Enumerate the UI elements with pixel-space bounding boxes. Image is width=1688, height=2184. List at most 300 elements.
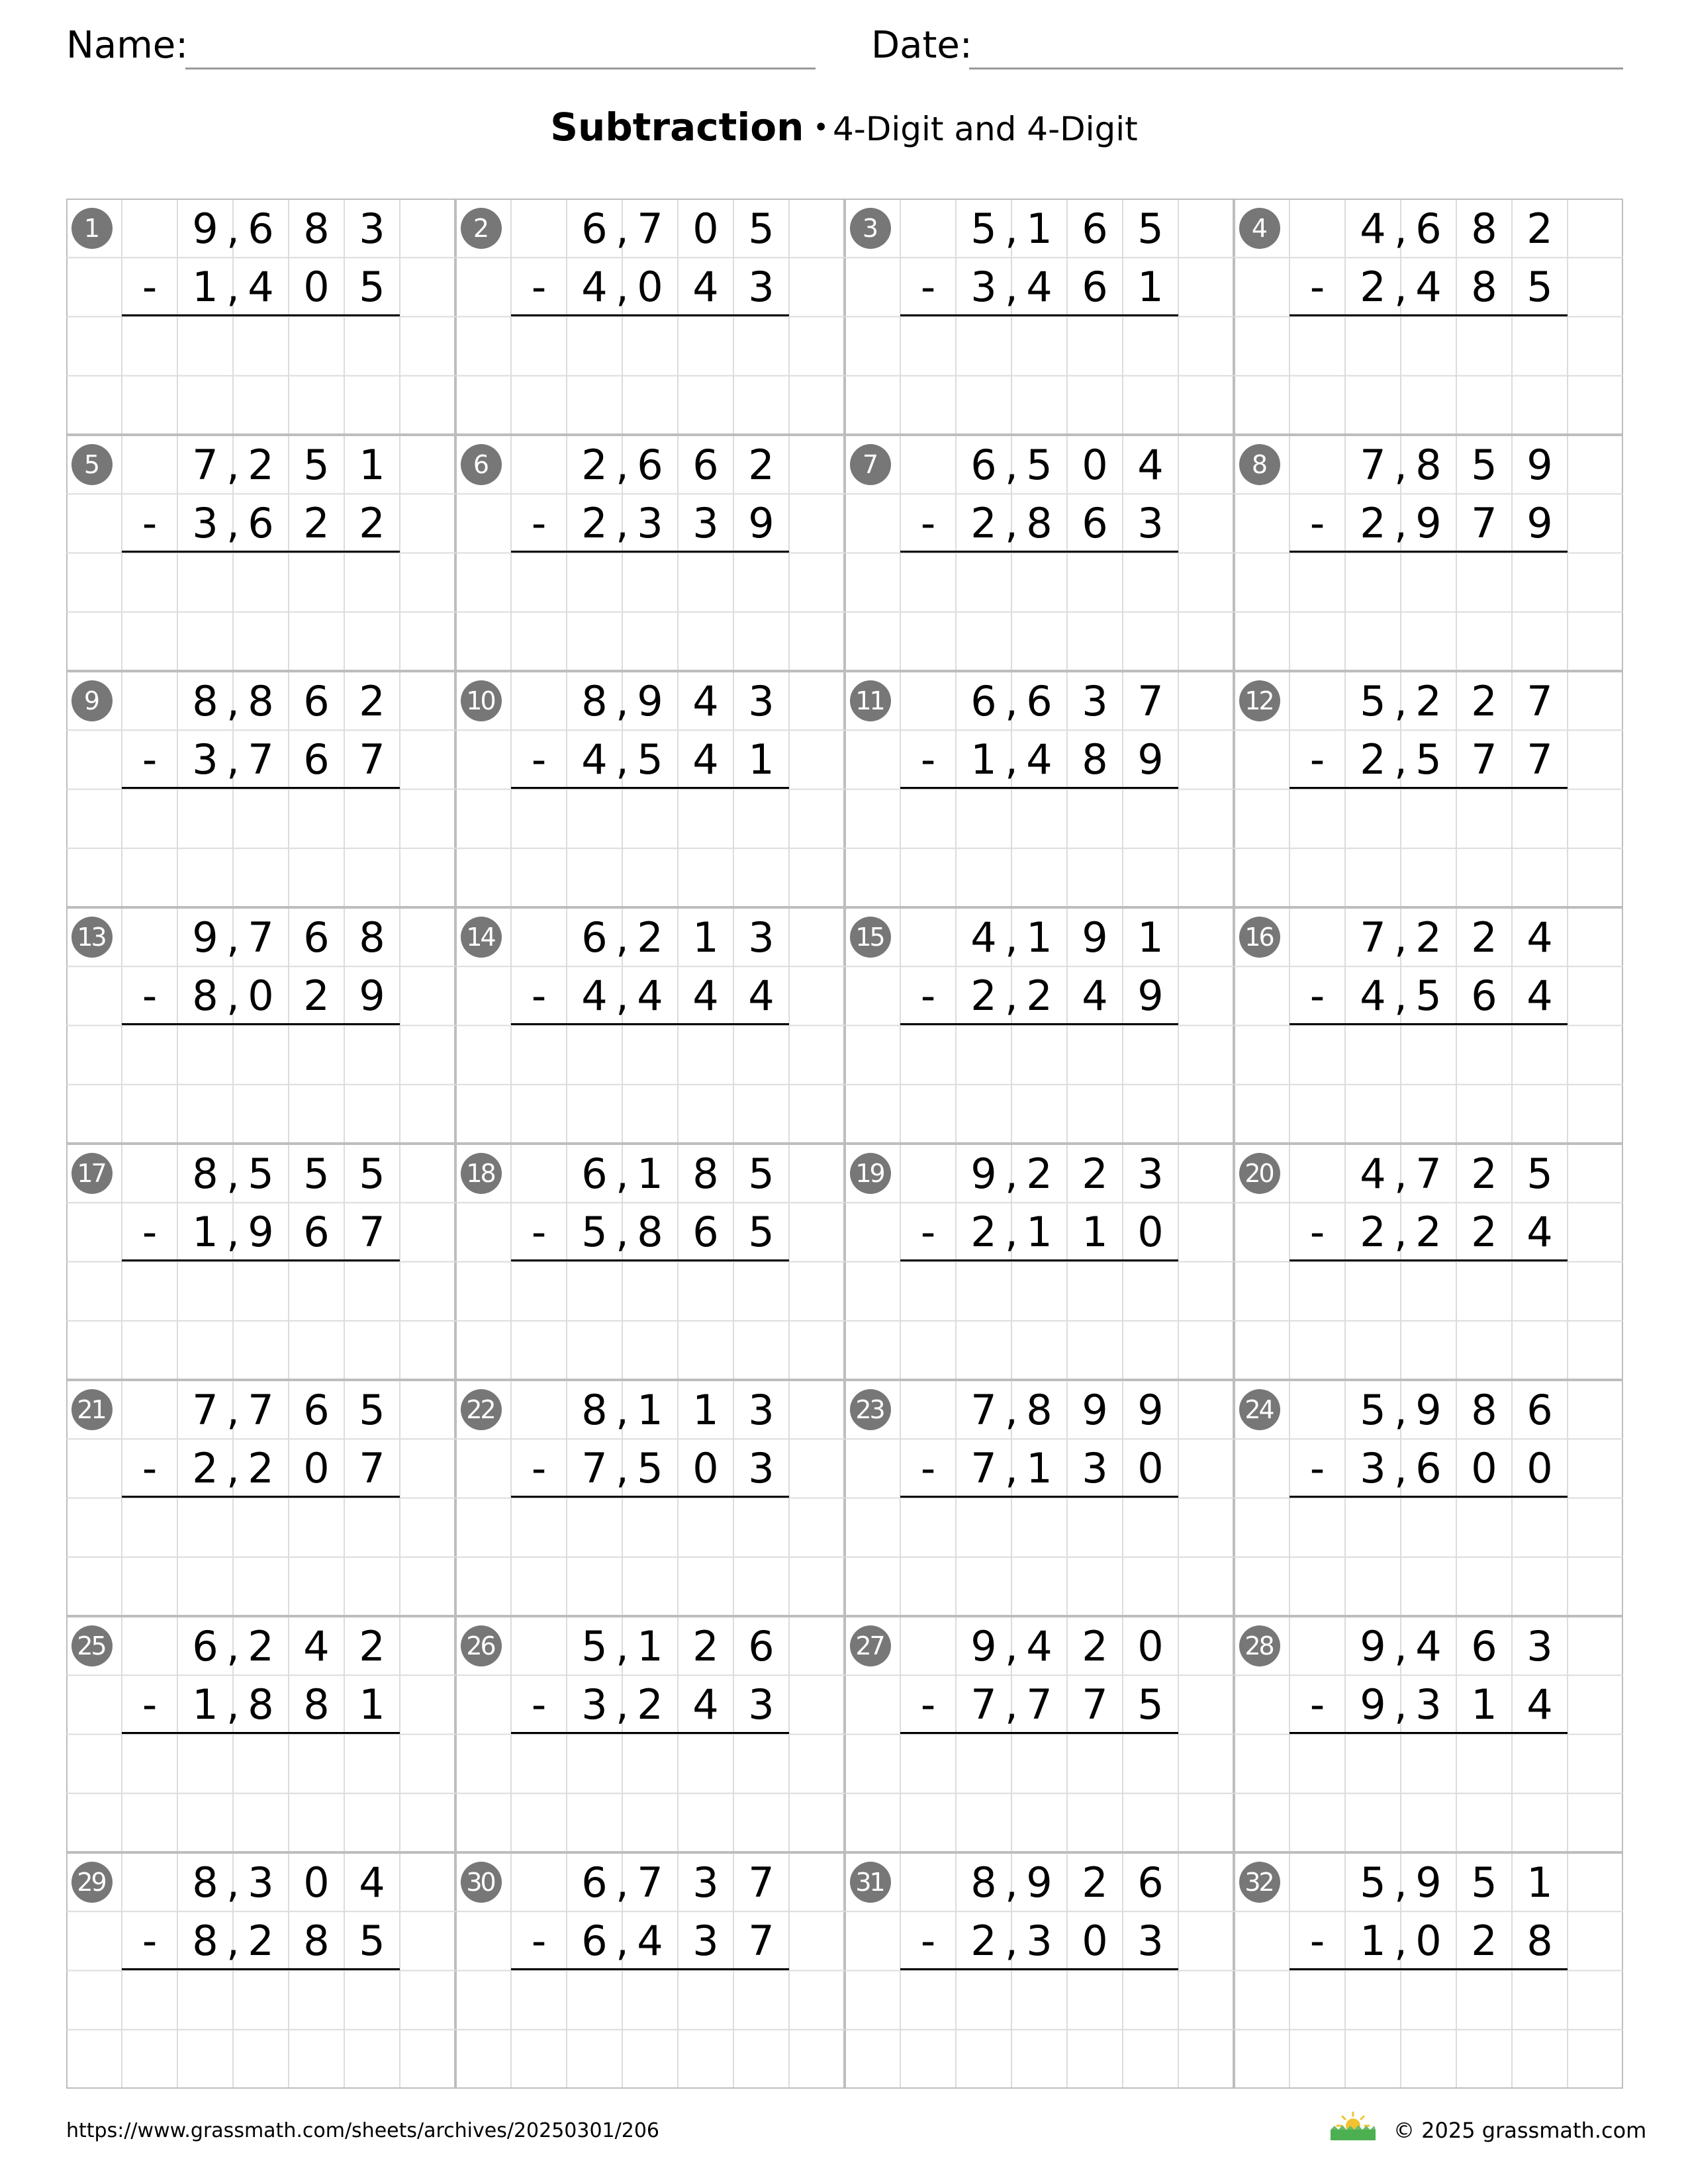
problem-1 [66,199,455,435]
bottom-digit: 7 [359,1208,385,1257]
bottom-digit: 4 [1526,1208,1553,1257]
top-digit: 7 [1526,677,1553,725]
top-digit: 6 [303,913,330,962]
bottom-digit: 5 [581,1208,608,1257]
top-digit: 1 [692,1386,719,1434]
answer-rule [511,787,789,789]
problem-number-badge: 28 [1239,1625,1280,1666]
top-digit: 9 [192,913,218,962]
top-digit: 6 [248,205,274,253]
bottom-digit: 1 [1471,1680,1497,1729]
problem-number-badge: 6 [461,444,502,485]
minus-sign: - [920,499,936,548]
bottom-digit: 6 [248,499,274,548]
bottom-digit: 4 [692,263,719,312]
problem-grid [66,199,1623,2089]
problem-number-badge: 22 [461,1389,502,1430]
problem-32 [1234,1852,1623,2089]
bottom-digit: 2 [1471,1917,1497,1966]
bottom-digit: 2 [303,499,330,548]
thousands-comma: , [616,735,629,784]
bottom-digit: 0 [1415,1917,1442,1966]
top-digit: 7 [1415,1150,1442,1198]
problem-number-badge: 16 [1239,917,1280,958]
minus-sign: - [1309,735,1325,784]
top-digit: 9 [1082,1386,1108,1434]
bottom-digit: 4 [581,735,608,784]
thousands-comma: , [1005,1622,1018,1670]
minus-sign: - [1309,499,1325,548]
problem-number-badge: 3 [850,208,891,249]
thousands-comma: , [616,677,629,725]
answer-rule [900,1732,1178,1734]
bottom-digit: 0 [1471,1444,1497,1493]
thousands-comma: , [1394,263,1407,312]
date-line [969,68,1623,69]
bottom-digit: 9 [1137,735,1164,784]
thousands-comma: , [1005,1150,1018,1198]
top-digit: 2 [1415,913,1442,962]
top-digit: 9 [1137,1386,1164,1434]
problem-number-badge: 23 [850,1389,891,1430]
thousands-comma: , [1394,499,1407,548]
top-digit: 6 [303,677,330,725]
minus-sign: - [920,1680,936,1729]
top-digit: 0 [1137,1622,1164,1670]
bottom-digit: 5 [637,735,663,784]
top-digit: 9 [1415,1386,1442,1434]
top-digit: 6 [1526,1386,1553,1434]
problem-11 [845,671,1234,907]
problem-24 [1234,1380,1623,1616]
bottom-digit: 8 [192,972,218,1021]
bottom-digit: 2 [970,1917,997,1966]
bottom-digit: 5 [1526,263,1553,312]
minus-sign: - [920,1444,936,1493]
bottom-digit: 2 [581,499,608,548]
thousands-comma: , [226,1444,240,1493]
answer-rule [900,314,1178,316]
name-line [185,68,816,69]
top-digit: 1 [1137,913,1164,962]
top-digit: 5 [1137,205,1164,253]
minus-sign: - [531,263,547,312]
problem-15 [845,907,1234,1144]
top-digit: 4 [1526,913,1553,962]
problem-29 [66,1852,455,2089]
bottom-digit: 3 [1082,1444,1108,1493]
problem-19 [845,1144,1234,1380]
answer-rule [1289,314,1568,316]
bottom-digit: 9 [1415,499,1442,548]
thousands-comma: , [616,972,629,1021]
problem-16 [1234,907,1623,1144]
problem-number-badge: 26 [461,1625,502,1666]
answer-rule [122,1732,400,1734]
answer-rule [1289,1968,1568,1970]
bottom-digit: 3 [1360,1444,1386,1493]
minus-sign: - [142,1917,158,1966]
bottom-digit: 8 [1471,263,1497,312]
thousands-comma: , [1005,972,1018,1021]
answer-rule [511,314,789,316]
top-digit: 4 [1415,1622,1442,1670]
thousands-comma: , [616,499,629,548]
bottom-digit: 7 [970,1444,997,1493]
problem-number-badge: 9 [71,680,113,721]
bottom-digit: 4 [1526,1680,1553,1729]
top-digit: 1 [1526,1858,1553,1907]
top-digit: 6 [581,1150,608,1198]
minus-sign: - [920,1208,936,1257]
bottom-digit: 7 [248,735,274,784]
thousands-comma: , [1005,1858,1018,1907]
top-digit: 5 [303,441,330,489]
top-digit: 0 [1082,441,1108,489]
top-digit: 5 [970,205,997,253]
problem-number-badge: 2 [461,208,502,249]
minus-sign: - [1309,1208,1325,1257]
bottom-digit: 6 [1082,499,1108,548]
top-digit: 8 [1415,441,1442,489]
bottom-digit: 1 [1026,1444,1053,1493]
top-digit: 4 [1360,205,1386,253]
top-digit: 3 [248,1858,274,1907]
answer-rule [1289,1732,1568,1734]
minus-sign: - [1309,1917,1325,1966]
top-digit: 8 [692,1150,719,1198]
bottom-digit: 3 [692,499,719,548]
bottom-digit: 8 [248,1680,274,1729]
top-digit: 2 [692,1622,719,1670]
top-digit: 6 [692,441,719,489]
thousands-comma: , [1394,1208,1407,1257]
bottom-digit: 7 [970,1680,997,1729]
thousands-comma: , [1394,677,1407,725]
title-separator: • [813,113,829,143]
bottom-digit: 3 [192,499,218,548]
problem-30 [455,1852,845,2089]
answer-rule [1289,551,1568,553]
top-digit: 5 [303,1150,330,1198]
top-digit: 6 [1471,1622,1497,1670]
top-digit: 6 [970,677,997,725]
bottom-digit: 2 [1415,1208,1442,1257]
top-digit: 8 [192,1150,218,1198]
top-digit: 6 [581,1858,608,1907]
bottom-digit: 7 [1471,499,1497,548]
top-digit: 8 [970,1858,997,1907]
bottom-digit: 8 [192,1917,218,1966]
minus-sign: - [142,972,158,1021]
bottom-digit: 0 [692,1444,719,1493]
thousands-comma: , [616,1680,629,1729]
date-label: Date: [871,24,972,67]
problem-6 [455,435,845,671]
top-digit: 4 [692,677,719,725]
top-digit: 7 [1360,441,1386,489]
bottom-digit: 1 [192,1680,218,1729]
bottom-digit: 5 [359,263,385,312]
top-digit: 8 [581,1386,608,1434]
thousands-comma: , [1005,1680,1018,1729]
thousands-comma: , [616,1444,629,1493]
problem-number-badge: 11 [850,680,891,721]
problem-number-badge: 27 [850,1625,891,1666]
top-digit: 8 [1026,1386,1053,1434]
bottom-digit: 1 [192,263,218,312]
answer-rule [511,1968,789,1970]
problem-number-badge: 13 [71,917,113,958]
bottom-digit: 2 [1360,735,1386,784]
problem-26 [455,1616,845,1852]
bottom-digit: 0 [303,1444,330,1493]
bottom-digit: 3 [748,263,774,312]
top-digit: 8 [192,1858,218,1907]
answer-rule [122,314,400,316]
answer-rule [1289,1496,1568,1498]
top-digit: 2 [1471,913,1497,962]
minus-sign: - [1309,1680,1325,1729]
top-digit: 6 [581,913,608,962]
bottom-digit: 4 [692,972,719,1021]
answer-rule [511,551,789,553]
problem-number-badge: 29 [71,1862,113,1903]
minus-sign: - [920,735,936,784]
top-digit: 7 [637,205,663,253]
problem-31 [845,1852,1234,2089]
minus-sign: - [531,1680,547,1729]
bottom-digit: 7 [1526,735,1553,784]
thousands-comma: , [1394,1858,1407,1907]
top-digit: 5 [359,1386,385,1434]
top-digit: 3 [748,913,774,962]
top-digit: 8 [192,677,218,725]
bottom-digit: 3 [192,735,218,784]
top-digit: 6 [1082,205,1108,253]
thousands-comma: , [1394,972,1407,1021]
top-digit: 2 [1526,205,1553,253]
bottom-digit: 2 [359,499,385,548]
top-digit: 7 [192,1386,218,1434]
top-digit: 9 [1415,1858,1442,1907]
top-digit: 1 [637,1622,663,1670]
top-digit: 8 [1471,205,1497,253]
top-digit: 4 [970,913,997,962]
problem-number-badge: 7 [850,444,891,485]
thousands-comma: , [1394,1622,1407,1670]
answer-rule [900,787,1178,789]
top-digit: 6 [1026,677,1053,725]
top-digit: 8 [359,913,385,962]
problem-number-badge: 14 [461,917,502,958]
answer-rule [511,1732,789,1734]
answer-rule [1289,1023,1568,1025]
bottom-digit: 6 [303,1208,330,1257]
problem-number-badge: 24 [1239,1389,1280,1430]
answer-rule [122,1023,400,1025]
top-digit: 5 [1360,677,1386,725]
answer-rule [511,1259,789,1261]
top-digit: 6 [1137,1858,1164,1907]
minus-sign: - [531,735,547,784]
top-digit: 2 [1415,677,1442,725]
bottom-digit: 2 [1360,499,1386,548]
bottom-digit: 3 [1137,1917,1164,1966]
thousands-comma: , [1005,441,1018,489]
top-digit: 2 [248,1622,274,1670]
top-digit: 2 [1082,1858,1108,1907]
thousands-comma: , [226,1386,240,1434]
bottom-digit: 4 [581,263,608,312]
top-digit: 8 [1471,1386,1497,1434]
worksheet-title [0,105,1688,150]
thousands-comma: , [226,913,240,962]
bottom-digit: 8 [1082,735,1108,784]
bottom-digit: 3 [637,499,663,548]
top-digit: 1 [637,1386,663,1434]
bottom-digit: 0 [1137,1444,1164,1493]
problem-number-badge: 15 [850,917,891,958]
top-digit: 5 [359,1150,385,1198]
thousands-comma: , [1005,913,1018,962]
bottom-digit: 7 [581,1444,608,1493]
top-digit: 2 [359,677,385,725]
thousands-comma: , [616,263,629,312]
thousands-comma: , [1005,677,1018,725]
top-digit: 2 [1471,677,1497,725]
problem-number-badge: 10 [461,680,502,721]
answer-rule [122,1496,400,1498]
minus-sign: - [920,263,936,312]
bottom-digit: 7 [748,1917,774,1966]
bottom-digit: 7 [359,735,385,784]
top-digit: 6 [748,1622,774,1670]
minus-sign: - [142,263,158,312]
thousands-comma: , [226,1622,240,1670]
problem-22 [455,1380,845,1616]
bottom-digit: 8 [637,1208,663,1257]
thousands-comma: , [226,677,240,725]
bottom-digit: 9 [248,1208,274,1257]
problem-23 [845,1380,1234,1616]
minus-sign: - [531,1917,547,1966]
top-digit: 4 [1026,1622,1053,1670]
bottom-digit: 6 [1471,972,1497,1021]
answer-rule [122,1259,400,1261]
problem-number-badge: 30 [461,1862,502,1903]
thousands-comma: , [616,205,629,253]
top-digit: 5 [1360,1386,1386,1434]
bottom-digit: 3 [748,1680,774,1729]
top-digit: 4 [359,1858,385,1907]
thousands-comma: , [1394,1444,1407,1493]
top-digit: 1 [637,1150,663,1198]
bottom-digit: 2 [1026,972,1053,1021]
top-digit: 6 [637,441,663,489]
bottom-digit: 1 [192,1208,218,1257]
top-digit: 3 [748,1386,774,1434]
top-digit: 6 [303,1386,330,1434]
bottom-digit: 4 [1026,263,1053,312]
top-digit: 3 [1137,1150,1164,1198]
top-digit: 6 [581,205,608,253]
bottom-digit: 7 [1471,735,1497,784]
problem-number-badge: 1 [71,208,113,249]
minus-sign: - [142,499,158,548]
thousands-comma: , [1394,1680,1407,1729]
top-digit: 2 [248,441,274,489]
problem-17 [66,1144,455,1380]
bottom-digit: 5 [359,1917,385,1966]
problem-number-badge: 4 [1239,208,1280,249]
grass-sun-logo-icon [1328,2111,1378,2142]
bottom-digit: 8 [303,1917,330,1966]
thousands-comma: , [1394,913,1407,962]
top-digit: 8 [581,677,608,725]
problem-number-badge: 8 [1239,444,1280,485]
top-digit: 1 [1026,913,1053,962]
minus-sign: - [920,972,936,1021]
thousands-comma: , [616,1917,629,1966]
problem-20 [1234,1144,1623,1380]
bottom-digit: 4 [692,735,719,784]
top-digit: 4 [1137,441,1164,489]
minus-sign: - [142,1444,158,1493]
bottom-digit: 5 [748,1208,774,1257]
thousands-comma: , [226,1680,240,1729]
top-digit: 9 [637,677,663,725]
bottom-digit: 4 [1415,263,1442,312]
problem-number-badge: 25 [71,1625,113,1666]
bottom-digit: 8 [1526,1917,1553,1966]
problem-27 [845,1616,1234,1852]
top-digit: 7 [970,1386,997,1434]
problem-number-badge: 18 [461,1153,502,1194]
minus-sign: - [1309,972,1325,1021]
thousands-comma: , [1005,1208,1018,1257]
top-digit: 2 [1082,1150,1108,1198]
top-digit: 1 [1026,205,1053,253]
bottom-digit: 2 [637,1680,663,1729]
bottom-digit: 1 [359,1680,385,1729]
bottom-digit: 6 [581,1917,608,1966]
problem-8 [1234,435,1623,671]
problem-number-badge: 12 [1239,680,1280,721]
bottom-digit: 0 [637,263,663,312]
minus-sign: - [1309,263,1325,312]
top-digit: 5 [748,205,774,253]
thousands-comma: , [1394,735,1407,784]
problem-5 [66,435,455,671]
minus-sign: - [531,1444,547,1493]
bottom-digit: 3 [1415,1680,1442,1729]
bottom-digit: 1 [1082,1208,1108,1257]
thousands-comma: , [616,913,629,962]
title-main: Subtraction [550,105,804,150]
top-digit: 5 [1026,441,1053,489]
bottom-digit: 2 [970,499,997,548]
thousands-comma: , [616,1208,629,1257]
thousands-comma: , [1005,1917,1018,1966]
top-digit: 2 [1471,1150,1497,1198]
top-digit: 2 [748,441,774,489]
thousands-comma: , [616,1622,629,1670]
thousands-comma: , [1005,1444,1018,1493]
top-digit: 8 [248,677,274,725]
top-digit: 3 [1082,677,1108,725]
problem-14 [455,907,845,1144]
